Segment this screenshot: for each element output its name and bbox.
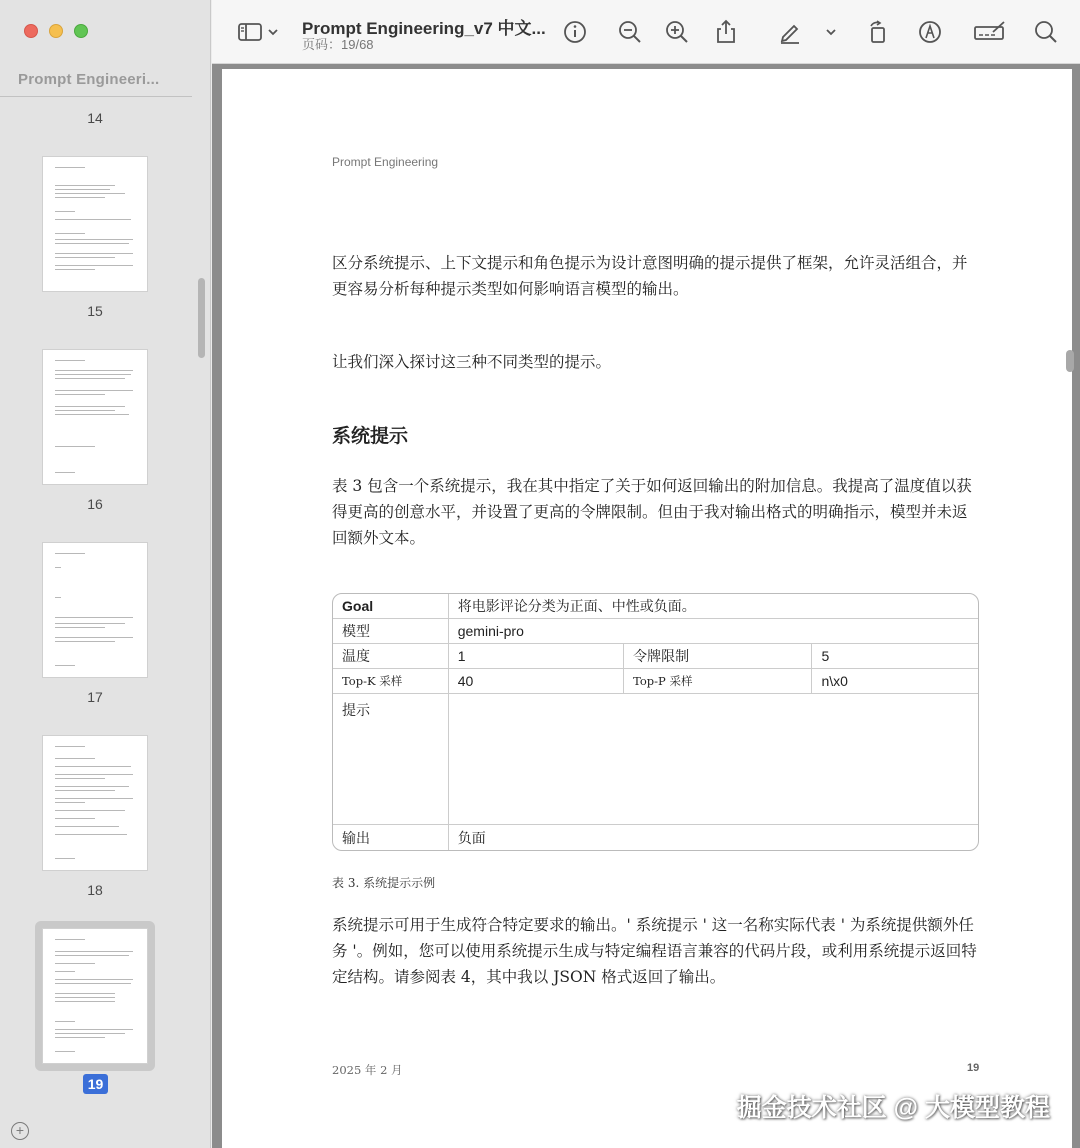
table-row [333,825,978,850]
page-thumbnail-19[interactable] [43,929,147,1063]
paragraph-intro: 区分系统提示、上下文提示和角色提示为设计意图明确的提示提供了框架，允许灵活组合，并更容易分析每种提示类型如何影响语言模型的输出。 [332,254,968,298]
document-title: Prompt Engineering_v7 中文... [302,19,546,38]
paragraph-system-usage: 系统提示可用于生成符合特定要求的输出。' 系统提示 ' 这一名称实际代表 ' 为系统提供额外任务 '。例如，您可以使用系统提示生成与特定编程语言兼容的代码片段，或利用系统提示返回特定结构。请参阅表 4，其中我以 JSON 格式返回了输出。 [332,916,977,986]
page-number-17: 17 [87,689,103,705]
chevron-down-icon[interactable] [824,18,838,46]
prompt-label: 提示 [333,694,449,825]
page-number-19-selected: 19 [83,1074,108,1094]
sidebar-scrollbar[interactable] [198,278,205,358]
goal-value: 将电影评论分类为正面、中性或负面。 [449,594,978,619]
toolbar [212,0,1080,64]
top-p-value: n\x0 [812,669,978,694]
page-number-18: 18 [87,882,103,898]
footer-page-number: 19 [967,1062,980,1074]
watermark: 掘金技术社区 @ 大模型教程 [736,1094,1050,1122]
zoom-in-icon[interactable] [663,18,691,46]
close-window-button[interactable] [24,24,38,38]
markup-pen-icon[interactable] [776,18,804,46]
table-row [333,669,978,694]
temperature-label: 温度 [333,644,449,669]
signature-icon[interactable] [973,18,1007,46]
page-thumbnail-18[interactable] [43,736,147,870]
model-label: 模型 [333,619,449,644]
token-limit-label: 令牌限制 [624,644,812,669]
temperature-value: 1 [449,644,624,669]
share-icon[interactable] [712,18,740,46]
page-indicator: 页码：19/68 [302,37,374,52]
output-value: 负面 [457,829,486,846]
markup-circle-icon[interactable] [916,18,944,46]
zoom-out-icon[interactable] [616,18,644,46]
page-thumbnail-16[interactable] [43,350,147,484]
search-icon[interactable] [1032,18,1060,46]
page-number-16: 16 [87,496,103,512]
table-row [333,644,978,669]
table-row [333,594,978,619]
table-row [333,694,978,825]
sidebar-document-title: Prompt Engineeri... [18,71,160,88]
minimize-window-button[interactable] [49,24,63,38]
add-page-icon[interactable]: + [11,1122,29,1140]
thumbnail-sidebar [0,0,211,1148]
window-controls [24,24,88,38]
document-viewport[interactable] [212,64,1080,1148]
page-header: Prompt Engineering [332,155,439,169]
footer-date: 2025 年 2 月 [332,1063,403,1077]
paragraph-explore: 让我们深入探讨这三种不同类型的提示。 [332,353,612,371]
page-number-15: 15 [87,303,103,319]
prompt-value [449,694,978,825]
config-table [332,593,979,851]
table-caption: 表 3. 系统提示示例 [332,876,436,890]
output-label: 输出 [333,825,449,850]
info-icon[interactable] [561,18,589,46]
page-thumbnail-17[interactable] [43,543,147,677]
token-limit-value: 5 [812,644,978,669]
document-scrollbar[interactable] [1066,350,1074,372]
chevron-down-icon[interactable] [266,18,280,46]
table-row [333,619,978,644]
model-value: gemini-pro [449,619,978,644]
top-p-label: Top-P 采样 [624,669,812,694]
sidebar-divider [0,96,192,97]
page-thumbnail-15[interactable] [43,157,147,291]
goal-label: Goal [333,594,449,619]
section-heading: 系统提示 [332,425,409,447]
rotate-icon[interactable] [864,18,892,46]
top-k-value: 40 [449,669,624,694]
paragraph-system-prompt: 表 3 包含一个系统提示，我在其中指定了关于如何返回输出的附加信息。我提高了温度值以获得更高的创意水平，并设置了更高的令牌限制。但由于我对输出格式的明确指示，模型并未返回额外文本。 [332,477,972,547]
pdf-page [222,69,1072,1148]
zoom-window-button[interactable] [74,24,88,38]
top-k-label: Top-K 采样 [333,669,449,694]
sidebar-toggle-icon[interactable] [236,18,264,46]
page-number-14: 14 [87,110,103,126]
